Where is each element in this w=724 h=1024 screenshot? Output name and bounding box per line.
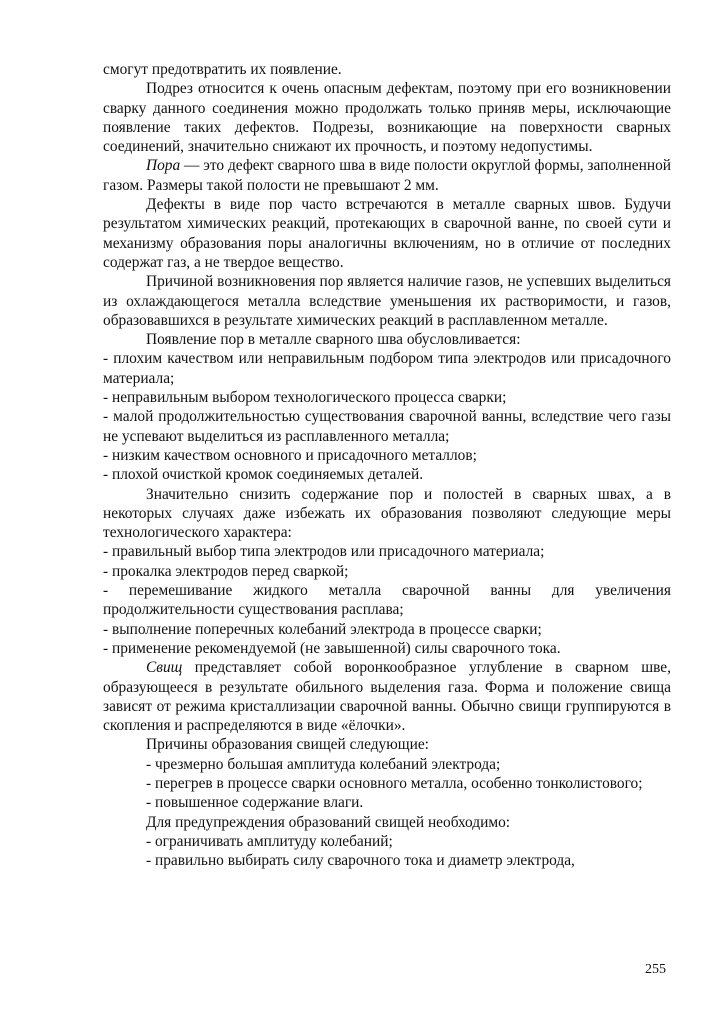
- list-item: - малой продолжительностью существования сварочной ванны, вследствие чего газы не успевают выделиться из расплавленного металла;: [103, 408, 671, 445]
- paragraph: Для предупреждения образований свищей необходимо:: [146, 813, 511, 831]
- paragraph: [103, 156, 671, 195]
- paragraph: Подрез относится к очень опасным дефектам, поэтому при его возникновении сварку данного соединения можно продолжать только приняв меры, исключающие появление таких дефектов. Подрезы, возникающие на поверхности сварных соединений, значительно снижают их прочность, и поэтому недопустимы.: [103, 80, 671, 156]
- term-italic: Свищ: [146, 659, 183, 677]
- list-item: - плохой очисткой кромок соединяемых деталей.: [103, 466, 424, 484]
- list-item: - применение рекомендуемой (не завышенной) силы сварочного тока.: [103, 639, 561, 657]
- paragraph-text: представляет собой воронкообразное углубление в сварном шве, образующееся в результате обильного выделения газа. Форма и положение свища зависят от режима кристаллизации сварочной ванны. Обычно свищи группируются в скопления и распределяются в виде «ёлочки».: [103, 659, 671, 735]
- list-item: - правильно выбирать силу сварочного тока и диаметр электрода,: [146, 852, 575, 870]
- list-item: - правильный выбор типа электродов или присадочного материала;: [103, 543, 545, 561]
- list-item: - ограничивать амплитуду колебаний;: [146, 832, 393, 850]
- list-item: - перемешивание жидкого металла сварочной ванны для увеличения продолжительности существования расплава;: [103, 582, 671, 619]
- list-item: - прокалка электродов перед сваркой;: [103, 562, 349, 580]
- paragraph-text: — это дефект сварного шва в виде полости округлой формы, заполненной газом. Размеры такой полости не превышают 2 мм.: [103, 157, 671, 194]
- term-italic: Пора: [146, 157, 181, 175]
- list-item: - перегрев в процессе сварки основного металла, особенно тонколистового;: [146, 774, 643, 792]
- paragraph: Причиной возникновения пор является наличие газов, не успевших выделиться из охлаждающегося металла вследствие уменьшения их растворимости, и газов, образовавшихся в результате химических реакций в расплавленном металле.: [103, 273, 671, 329]
- paragraph: Причины образования свищей следующие:: [146, 736, 429, 754]
- paragraph: Дефекты в виде пор часто встречаются в металле сварных швов. Будучи результатом химических реакций, протекающих в сварочной ванне, по своей сути и механизму образования поры аналогичны включениям, но в отличие от последних содержат газ, а не твердое вещество.: [103, 196, 671, 271]
- list-item: - низким качеством основного и присадочного металлов;: [103, 446, 477, 464]
- paragraph: Появление пор в металле сварного шва обусловливается:: [146, 331, 521, 349]
- list-item: - плохим качеством или неправильным подбором типа электродов или присадочного материала;: [103, 350, 671, 387]
- document-page: [103, 60, 671, 870]
- list-item: - неправильным выбором технологического процесса сварки;: [103, 389, 507, 407]
- page-number: 255: [645, 962, 666, 977]
- list-item: - повышенное содержание влаги.: [146, 794, 364, 812]
- list-item: - чрезмерно большая амплитуда колебаний электрода;: [146, 755, 501, 773]
- paragraph: Значительно снизить содержание пор и полостей в сварных швах, а в некоторых случаях даже избежать их образования позволяют следующие меры технологического характера:: [103, 485, 671, 542]
- list-item: - выполнение поперечных колебаний электрода в процессе сварки;: [103, 620, 542, 638]
- paragraph: смогут предотвратить их появление.: [103, 61, 342, 78]
- paragraph: [103, 658, 671, 735]
